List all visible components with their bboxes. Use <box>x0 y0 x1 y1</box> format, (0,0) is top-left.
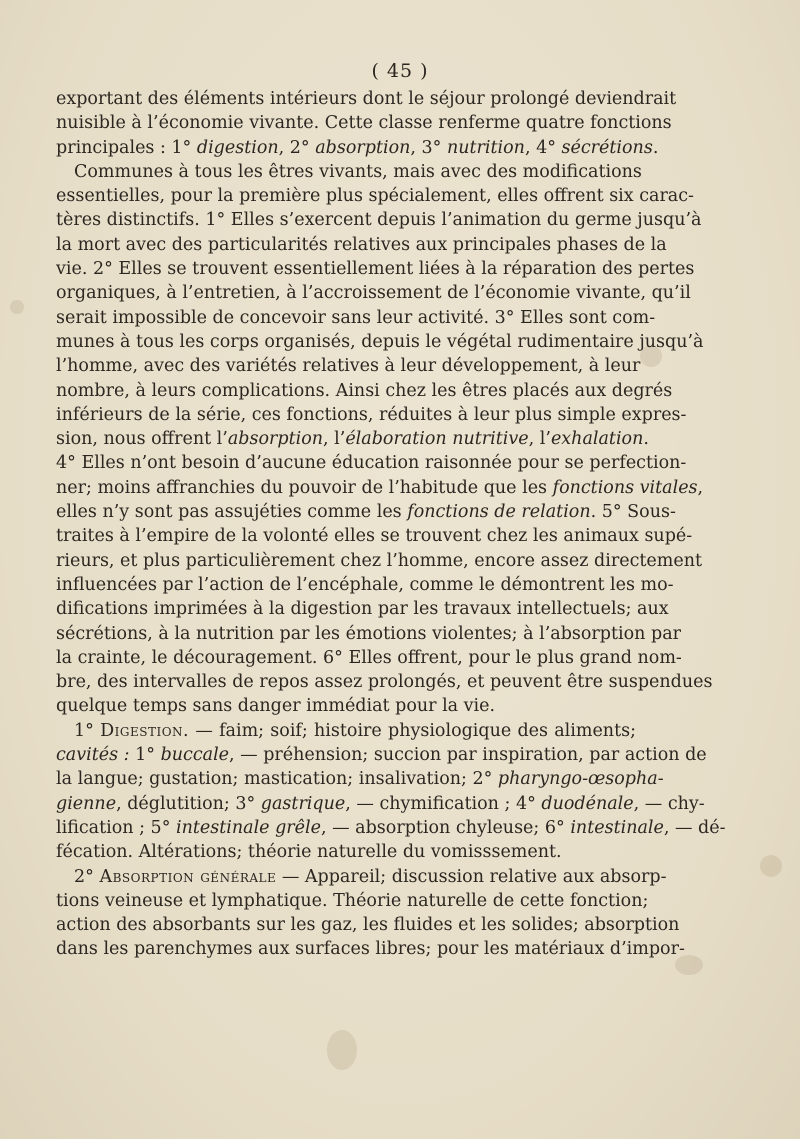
text-line <box>56 767 664 791</box>
text-segment: 1° <box>129 745 161 766</box>
text-line <box>56 87 677 111</box>
text-segment: ner; moins affranchies du pouvoir de l’habitude que les <box>56 477 553 498</box>
text-segment: , 3° <box>410 137 447 158</box>
text-segment: dans les parenchymes aux surfaces libres; pour les matériaux d’impor- <box>56 939 685 960</box>
text-line <box>56 670 713 694</box>
text-line <box>56 354 641 378</box>
page-number: ( 45 ) <box>371 60 429 82</box>
italic-text: absorption <box>315 137 411 158</box>
text-segment: quelque temps sans danger immédiat pour la vie. <box>56 696 496 717</box>
text-segment: essentielles, pour la première plus spécialement, elles offrent six carac- <box>56 186 694 207</box>
text-segment: action des absorbants sur les gaz, les fluides et les solides; absorption <box>56 915 680 936</box>
text-segment: tions veineuse et lymphatique. Théorie naturelle de cette fonction; <box>56 890 649 911</box>
text-segment: , — chymification ; 4° <box>345 793 542 814</box>
text-segment: fécation. Altérations; théorie naturelle du vomisssement. <box>56 842 562 863</box>
text-line <box>56 208 702 232</box>
text-segment: difications imprimées à la digestion par les travaux intellectuels; aux <box>56 599 669 620</box>
text-segment: . <box>643 429 649 450</box>
text-line <box>56 694 636 718</box>
text-line <box>56 719 636 743</box>
text-line <box>56 403 687 427</box>
text-line <box>56 816 726 840</box>
text-segment: . 5° Sous- <box>590 502 676 523</box>
text-line <box>56 379 673 403</box>
italic-text: buccale <box>160 745 230 766</box>
text-line <box>56 111 672 135</box>
text-line <box>56 937 685 961</box>
text-line <box>56 524 693 548</box>
text-line <box>56 160 642 184</box>
text-line <box>56 865 667 889</box>
text-segment: rieurs, et plus particulièrement chez l’homme, encore assez directement <box>56 550 703 571</box>
text-segment: , 2° <box>278 137 316 158</box>
text-segment: inférieurs de la série, ces fonctions, réduites à leur plus simple expres- <box>56 404 687 425</box>
text-line <box>56 889 649 913</box>
italic-text: fonctions de relation <box>407 502 591 523</box>
text-segment: , <box>697 477 704 498</box>
text-line <box>56 451 687 475</box>
small-caps-heading: Digestion. <box>100 720 190 741</box>
text-segment: la langue; gustation; mastication; insalivation; 2° <box>56 769 498 790</box>
text-segment: l’homme, avec des variétés relatives à leur développement, à leur <box>56 356 641 377</box>
text-segment: 2° <box>74 866 100 887</box>
text-segment: vie. 2° Elles se trouvent essentiellement liées à la réparation des pertes <box>56 259 695 280</box>
text-segment: 4° Elles n’ont besoin d’aucune éducation raisonnée pour se perfection- <box>56 453 687 474</box>
text-line <box>56 500 676 524</box>
italic-text: élaboration nutritive <box>345 429 529 450</box>
text-segment: nombre, à leurs complications. Ainsi chez les êtres placés aux degrés <box>56 380 673 401</box>
italic-text: gastrique <box>260 793 346 814</box>
text-segment: , déglutition; 3° <box>116 793 261 814</box>
italic-text: fonctions vitales <box>552 477 698 498</box>
text-segment: sécrétions, à la nutrition par les émotions violentes; à l’absorption par <box>56 623 682 644</box>
text-segment: la crainte, le découragement. 6° Elles offrent, pour le plus grand nom- <box>56 647 682 668</box>
italic-text: sécrétions <box>561 137 653 158</box>
text-segment: tères distinctifs. 1° Elles s’exercent depuis l’animation du germe jusqu’à <box>56 210 702 231</box>
text-line <box>56 281 691 305</box>
text-line <box>56 743 707 767</box>
text-line <box>56 476 704 500</box>
paper-stain <box>10 300 24 314</box>
text-segment: , — préhension; succion par inspiration, par action de <box>229 745 707 766</box>
text-line <box>56 913 680 937</box>
text-segment: , — dé- <box>663 817 726 838</box>
text-segment: Communes à tous les êtres vivants, mais avec des modifications <box>74 161 642 182</box>
text-line <box>56 257 695 281</box>
text-line <box>56 622 682 646</box>
text-segment: , 4° <box>524 137 562 158</box>
text-segment: 1° <box>74 720 101 741</box>
italic-text: absorption <box>227 429 324 450</box>
text-line <box>56 233 667 257</box>
text-segment: , l’ <box>528 429 551 450</box>
text-line <box>56 330 704 354</box>
text-segment: lification ; 5° <box>56 817 177 838</box>
text-segment: sion, nous offrent l’ <box>56 429 228 450</box>
text-segment: — Appareil; discussion relative aux absorp- <box>276 866 667 887</box>
text-segment: . <box>652 137 659 158</box>
text-segment: , — chy- <box>633 793 705 814</box>
text-segment: la mort avec des particularités relatives aux principales phases de la <box>56 234 667 255</box>
text-line <box>56 136 659 160</box>
text-segment: traites à l’empire de la volonté elles se trouvent chez les animaux supé- <box>56 526 693 547</box>
italic-text: digestion <box>196 137 279 158</box>
italic-text: intestinale <box>570 817 664 838</box>
text-line <box>56 549 703 573</box>
text-segment: influencées par l’action de l’encéphale, comme le démontrent les mo- <box>56 574 674 595</box>
text-line <box>56 597 669 621</box>
body-text <box>56 87 726 962</box>
text-segment: , — absorption chyleuse; 6° <box>320 817 571 838</box>
text-segment: , l’ <box>323 429 346 450</box>
text-line <box>56 840 636 864</box>
text-line <box>56 427 649 451</box>
small-caps-heading: Absorption générale <box>99 866 277 887</box>
text-segment: bre, des intervalles de repos assez prolongés, et peuvent être suspendues <box>56 672 713 693</box>
text-segment: serait impossible de concevoir sans leur activité. 3° Elles sont com- <box>56 307 656 328</box>
text-line <box>56 184 694 208</box>
text-line <box>56 306 656 330</box>
text-line <box>56 573 674 597</box>
text-segment: organiques, à l’entretien, à l’accroissement de l’économie vivante, qu’il <box>56 283 691 304</box>
text-segment: nuisible à l’économie vivante. Cette classe renferme quatre fonctions <box>56 113 672 134</box>
italic-text: gienne <box>56 793 117 814</box>
italic-text: nutrition <box>446 137 525 158</box>
text-segment: elles n’y sont pas assujéties comme les <box>56 502 408 523</box>
text-line <box>56 792 705 816</box>
text-segment: munes à tous les corps organisés, depuis le végétal rudimentaire jusqu’à <box>56 331 704 352</box>
text-line <box>56 646 682 670</box>
text-segment: exportant des éléments intérieurs dont le séjour prolongé deviendrait <box>56 89 677 109</box>
italic-text: exhalation <box>550 429 644 450</box>
italic-text: pharyngo-œsopha- <box>497 769 664 790</box>
italic-text: intestinale grêle <box>176 817 321 838</box>
paper-stain <box>760 855 782 877</box>
italic-text: duodénale <box>541 793 634 814</box>
italic-text: cavités : <box>56 745 130 766</box>
paper-stain <box>327 1030 357 1070</box>
text-segment: principales : 1° <box>56 137 197 158</box>
text-segment: — faim; soif; histoire physiologique des aliments; <box>189 720 636 741</box>
